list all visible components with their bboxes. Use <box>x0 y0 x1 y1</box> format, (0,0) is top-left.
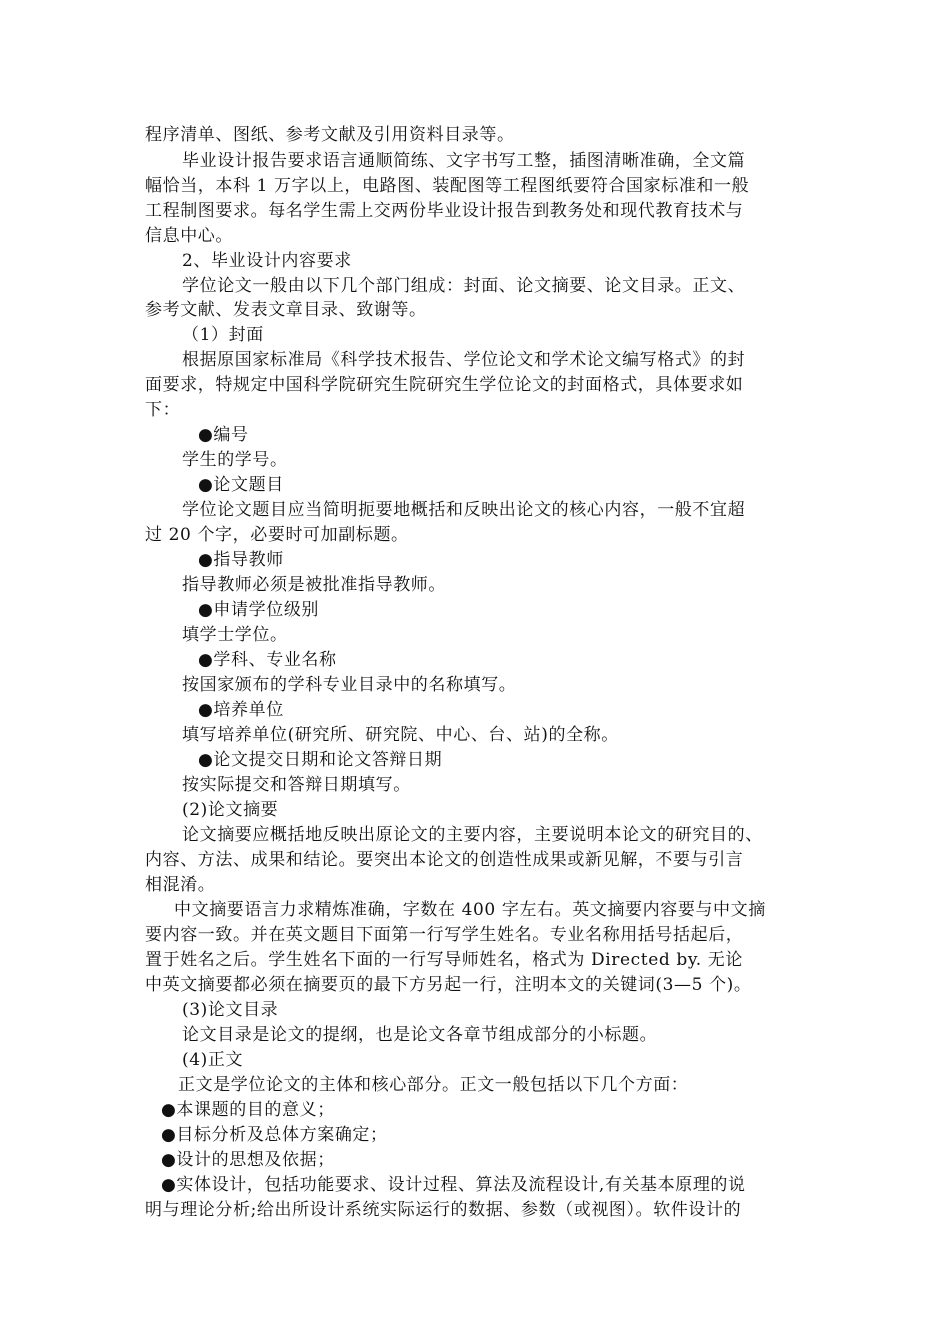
text-line: 信息中心。 <box>145 226 233 246</box>
text-line: 下： <box>145 400 181 420</box>
text-line: 学位论文一般由以下几个部门组成：封面、论文摘要、论文目录。正文、 <box>182 276 746 296</box>
text-line: 填学士学位。 <box>182 625 288 645</box>
bullet-item: ●实体设计，包括功能要求、设计过程、算法及流程设计,有关基本原理的说 <box>161 1175 746 1195</box>
text-line: 指导教师必须是被批准指导教师。 <box>182 575 446 595</box>
text-line: 学位论文题目应当简明扼要地概括和反映出论文的核心内容，一般不宜超 <box>182 500 746 520</box>
bullet-item: ●申请学位级别 <box>198 600 320 620</box>
text-line: 毕业设计报告要求语言通顺简练、文字书写工整，插图清晰准确，全文篇 <box>182 151 746 171</box>
subsection-heading: （1）封面 <box>182 325 264 345</box>
text-line: 按国家颁布的学科专业目录中的名称填写。 <box>182 675 517 695</box>
subsection-heading: (4)正文 <box>182 1050 244 1070</box>
text-line: 幅恰当，本科 1 万字以上，电路图、装配图等工程图纸要符合国家标准和一般 <box>145 176 750 196</box>
bullet-item: ●本课题的目的意义； <box>161 1100 335 1120</box>
bullet-item: ●目标分析及总体方案确定； <box>161 1125 388 1145</box>
text-line: 要内容一致。并在英文题目下面第一行写学生姓名。专业名称用括号括起后， <box>145 925 744 945</box>
text-line: 学生的学号。 <box>182 450 288 470</box>
text-line: 中文摘要语言力求精炼准确，字数在 400 字左右。英文摘要内容要与中文摘 <box>174 900 766 920</box>
text-line: 中英文摘要都必须在摘要页的最下方另起一行，注明本文的关键词(3—5 个)。 <box>145 975 752 995</box>
bullet-item: ●设计的思想及依据； <box>161 1150 335 1170</box>
subsection-heading: (3)论文目录 <box>182 1000 279 1020</box>
text-line: 面要求，特规定中国科学院研究生院研究生学位论文的封面格式，具体要求如 <box>145 375 744 395</box>
text-line: 过 20 个字，必要时可加副标题。 <box>145 525 409 545</box>
text-line: 论文目录是论文的提纲，也是论文各章节组成部分的小标题。 <box>182 1025 658 1045</box>
text-line: 按实际提交和答辩日期填写。 <box>182 775 411 795</box>
text-line: 置于姓名之后。学生姓名下面的一行写导师姓名，格式为 Directed by. 无论 <box>145 950 743 970</box>
text-line: 参考文献、发表文章目录、致谢等。 <box>145 300 427 320</box>
text-line: 论文摘要应概括地反映出原论文的主要内容，主要说明本论文的研究目的、 <box>182 825 763 845</box>
text-line: 根据原国家标准局《科学技术报告、学位论文和学术论文编写格式》的封 <box>182 350 746 370</box>
bullet-item: ●培养单位 <box>198 700 284 720</box>
bullet-item: ●论文提交日期和论文答辩日期 <box>198 750 443 770</box>
bullet-item: ●编号 <box>198 425 249 445</box>
text-line: 相混淆。 <box>145 875 216 895</box>
text-line: 明与理论分析;给出所设计系统实际运行的数据、参数（或视图）。软件设计的 <box>145 1200 742 1220</box>
text-line: 填写培养单位(研究所、研究院、中心、台、站)的全称。 <box>182 725 619 745</box>
section-heading: 2、毕业设计内容要求 <box>182 251 352 271</box>
bullet-item: ●指导教师 <box>198 550 284 570</box>
bullet-item: ●学科、专业名称 <box>198 650 337 670</box>
bullet-item: ●论文题目 <box>198 475 284 495</box>
text-line: 程序清单、图纸、参考文献及引用资料目录等。 <box>145 125 515 145</box>
subsection-heading: (2)论文摘要 <box>182 800 279 820</box>
text-line: 工程制图要求。每名学生需上交两份毕业设计报告到教务处和现代教育技术与 <box>145 201 744 221</box>
text-line: 内容、方法、成果和结论。要突出本论文的创造性成果或新见解，不要与引言 <box>145 850 744 870</box>
text-line: 正文是学位论文的主体和核心部分。正文一般包括以下几个方面： <box>178 1075 689 1095</box>
